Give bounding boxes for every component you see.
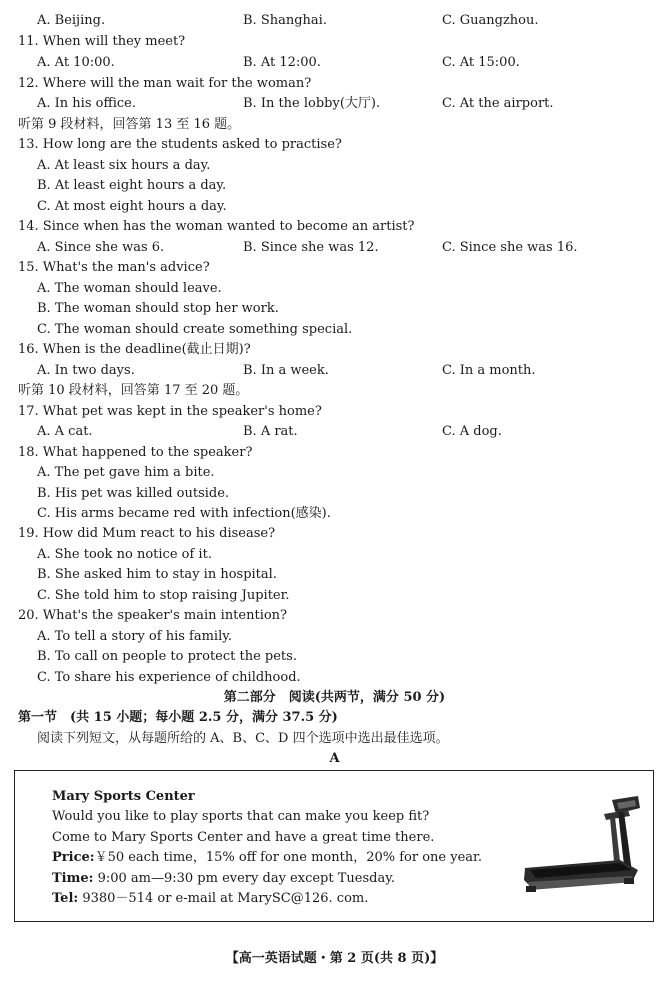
option-b: B. In a week. — [243, 363, 329, 378]
option-a: A. The pet gave him a bite. — [37, 465, 215, 480]
option-b: B. At 12:00. — [243, 55, 321, 70]
ad-time — [52, 871, 395, 887]
option-c: C. At the airport. — [442, 96, 554, 111]
option-a: A. In two days. — [37, 363, 135, 378]
part-title: 第二部分 阅读(共两节，满分 50 分) — [223, 690, 446, 705]
treadmill-image — [520, 790, 645, 900]
question-stem: 18. What happened to the speaker? — [18, 445, 253, 460]
question-stem: 17. What pet was kept in the speaker's home? — [18, 404, 322, 419]
section-title: 第一节 (共 15 小题；每小题 2.5 分，满分 37.5 分) — [18, 710, 338, 725]
reading-instructions: 阅读下列短文，从每题所给的 A、B、C、D 四个选项中选出最佳选项。 — [37, 731, 449, 746]
tel-label: Tel: — [52, 891, 79, 906]
ad-title: Mary Sports Center — [52, 789, 195, 804]
option-c: C. In a month. — [442, 363, 536, 378]
ad-line: Would you like to play sports that can make you keep fit? — [52, 809, 430, 824]
option-c: C. Since she was 16. — [442, 240, 578, 255]
option-c: C. His arms became red with infection(感染). — [37, 506, 331, 521]
section-instruction: 听第 10 段材料，回答第 17 至 20 题。 — [18, 383, 249, 398]
option-b: B. To call on people to protect the pets. — [37, 649, 297, 664]
ad-line: Come to Mary Sports Center and have a great time there. — [52, 830, 435, 845]
option-b: B. His pet was killed outside. — [37, 486, 230, 501]
option-c: C. The woman should create something special. — [37, 322, 353, 337]
ad-tel — [52, 891, 368, 907]
option-c: C. At 15:00. — [442, 55, 520, 70]
option-a: A. In his office. — [37, 96, 136, 111]
option-c: C. At most eight hours a day. — [37, 199, 227, 214]
question-stem: 12. Where will the man wait for the woman? — [18, 76, 312, 91]
price-text: ￥50 each time，15% off for one month，20% for one year. — [94, 850, 482, 865]
option-c: C. Guangzhou. — [442, 13, 539, 28]
price-label: Price: — [52, 850, 95, 865]
question-stem: 13. How long are the students asked to practise? — [18, 137, 342, 152]
option-a: A. A cat. — [37, 424, 93, 439]
option-a: A. At 10:00. — [37, 55, 115, 70]
option-b: B. Shanghai. — [243, 13, 327, 28]
question-stem: 11. When will they meet? — [18, 34, 186, 49]
ad-price — [52, 850, 482, 866]
option-a: A. Since she was 6. — [37, 240, 165, 255]
option-c: C. To share his experience of childhood. — [37, 670, 301, 685]
option-c: C. A dog. — [442, 424, 502, 439]
time-label: Time: — [52, 871, 94, 886]
page-footer: 【高一英语试题・第 2 页(共 8 页)】 — [225, 951, 444, 966]
option-a: A. At least six hours a day. — [37, 158, 211, 173]
option-c: C. She told him to stop raising Jupiter. — [37, 588, 290, 603]
question-stem: 20. What's the speaker's main intention? — [18, 608, 288, 623]
option-b: B. At least eight hours a day. — [37, 178, 227, 193]
time-text: 9:00 am—9:30 pm every day except Tuesday. — [93, 871, 395, 886]
section-instruction: 听第 9 段材料，回答第 13 至 16 题。 — [18, 117, 241, 132]
option-b: B. A rat. — [243, 424, 298, 439]
option-a: A. She took no notice of it. — [37, 547, 212, 562]
option-a: A. To tell a story of his family. — [37, 629, 232, 644]
option-b: B. Since she was 12. — [243, 240, 379, 255]
question-stem: 16. When is the deadline(截止日期)? — [18, 342, 251, 357]
question-stem: 19. How did Mum react to his disease? — [18, 526, 276, 541]
option-b: B. She asked him to stay in hospital. — [37, 567, 277, 582]
tel-text: 9380－514 or e-mail at MarySC@126. com. — [78, 891, 369, 906]
option-b: B. The woman should stop her work. — [37, 301, 279, 316]
question-stem: 14. Since when has the woman wanted to become an artist? — [18, 219, 415, 234]
passage-label: A — [329, 751, 340, 766]
option-a: A. The woman should leave. — [37, 281, 222, 296]
option-a: A. Beijing. — [37, 13, 106, 28]
option-b: B. In the lobby(大厅). — [243, 96, 381, 111]
question-stem: 15. What's the man's advice? — [18, 260, 210, 275]
